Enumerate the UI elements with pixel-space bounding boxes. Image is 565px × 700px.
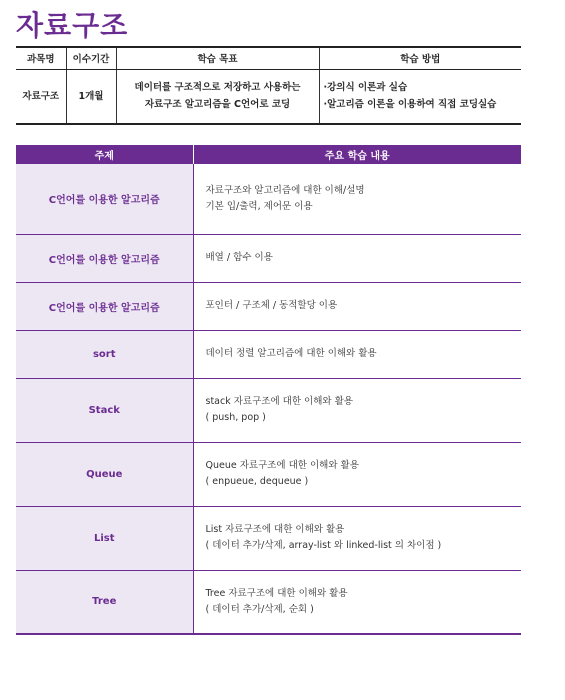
page-title: 자료구조	[16, 9, 129, 42]
header-content: 주요 학습 내용	[193, 145, 521, 164]
content-cell	[193, 570, 521, 634]
course-period: 1개월	[66, 69, 116, 124]
header-topic: 주제	[16, 145, 193, 164]
topics-table	[16, 145, 521, 635]
content-line: ( enpueue, dequeue )	[205, 476, 309, 487]
table-row	[16, 330, 521, 378]
topic-cell: List	[16, 506, 193, 570]
content-line: 포인터 / 구조체 / 동적할당 이용	[205, 300, 338, 311]
course-summary-table	[16, 46, 521, 125]
table-row	[16, 506, 521, 570]
content-cell	[193, 330, 521, 378]
content-line: 기본 입/출력, 제어문 이용	[205, 200, 313, 212]
content-cell	[193, 506, 521, 570]
table-row	[16, 442, 521, 506]
content-cell	[193, 442, 521, 506]
content-line: 자료구조와 알고리즘에 대한 이해/설명	[205, 184, 365, 196]
header-method: 학습 방법	[319, 47, 521, 69]
goal-line: 자료구조 알고리즘을 C언어로 코딩	[144, 99, 291, 111]
table-row	[16, 282, 521, 330]
table-row	[16, 234, 521, 282]
table-row	[16, 570, 521, 634]
content-line: ( 데이터 추가/삭제, 순회 )	[205, 603, 314, 615]
content-line: ( push, pop )	[205, 412, 266, 423]
summary-row	[16, 69, 521, 124]
goal-line: 데이터를 구조적으로 저장하고 사용하는	[134, 82, 301, 94]
topic-cell: Tree	[16, 570, 193, 634]
header-goal: 학습 목표	[116, 47, 319, 69]
topic-cell: Stack	[16, 378, 193, 442]
topics-header-row	[16, 145, 521, 164]
content-cell	[193, 164, 521, 234]
header-course-name: 과목명	[16, 47, 66, 69]
content-line: 데이터 정렬 알고리즘에 대한 이해와 활용	[205, 348, 377, 359]
method-line: ·강의식 이론과 실습	[323, 82, 408, 94]
course-goal	[116, 69, 319, 124]
content-line: Queue 자료구조에 대한 이해와 활용	[205, 460, 359, 471]
content-line: stack 자료구조에 대한 이해와 활용	[205, 396, 353, 407]
content-line: Tree 자료구조에 대한 이해와 활용	[205, 587, 348, 599]
method-line: ·알고리즘 이론을 이용하여 직접 코딩실습	[323, 99, 497, 111]
table-row	[16, 164, 521, 234]
topic-cell: C언어를 이용한 알고리즘	[16, 234, 193, 282]
content-line: ( 데이터 추가/삭제, array-list 와 linked-list 의 차이점 )	[205, 540, 442, 551]
course-method	[319, 69, 521, 124]
topic-cell: C언어를 이용한 알고리즘	[16, 282, 193, 330]
topic-cell: sort	[16, 330, 193, 378]
content-cell	[193, 282, 521, 330]
content-cell	[193, 378, 521, 442]
topic-cell: Queue	[16, 442, 193, 506]
content-line: List 자료구조에 대한 이해와 활용	[205, 524, 345, 535]
table-row	[16, 378, 521, 442]
summary-header-row	[16, 47, 521, 69]
course-name: 자료구조	[16, 69, 66, 124]
content-line: 배열 / 함수 이용	[205, 252, 273, 263]
content-cell	[193, 234, 521, 282]
topic-cell: C언어를 이용한 알고리즘	[16, 164, 193, 234]
header-period: 이수기간	[66, 47, 116, 69]
